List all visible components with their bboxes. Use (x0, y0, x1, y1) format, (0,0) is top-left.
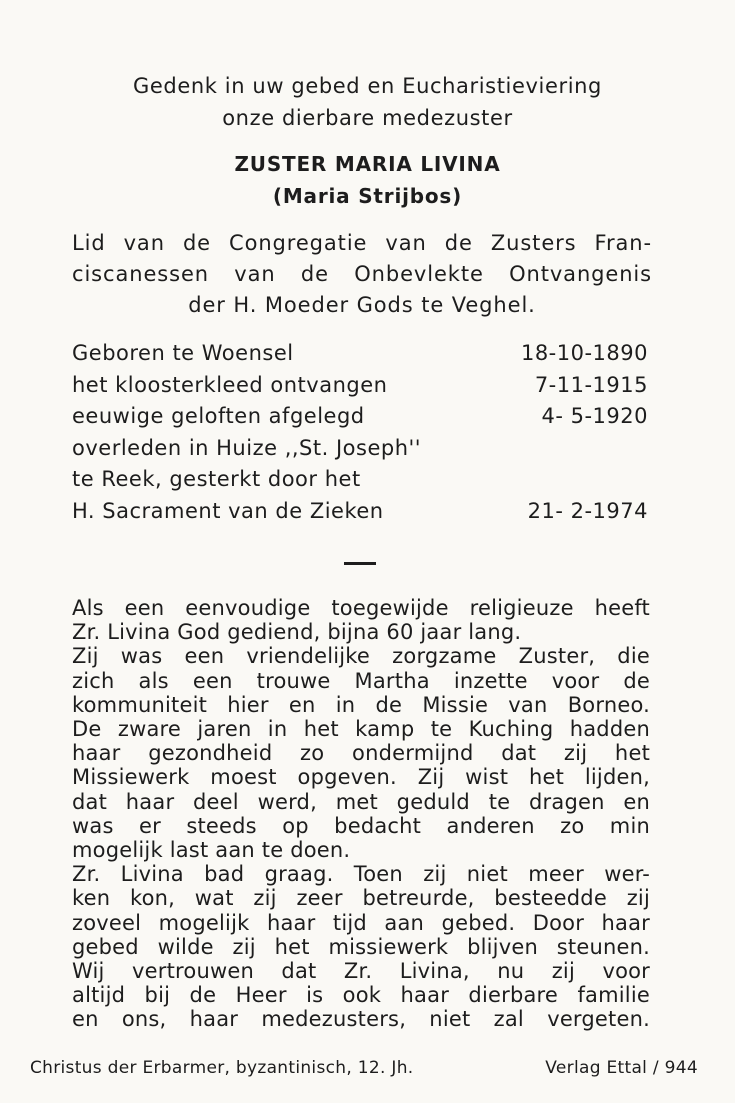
fact-date: 4- 5-1920 (541, 404, 648, 428)
congregation-line-2: ciscanessen van de Onbevlekte Ontvangenis (72, 262, 652, 286)
bio-line: Zr. Livina bad graag. Toen zij niet meer wer- (72, 862, 650, 887)
bio-line: Missiewerk moest opgeven. Zij wist het lijden, (72, 765, 650, 790)
deceased-name (0, 148, 735, 212)
fact-label: H. Sacrament van de Zieken (72, 498, 384, 523)
bio-line: en ons, haar medezusters, niet zal vergeten. (72, 1007, 650, 1032)
bio-line: kommuniteit hier en in de Missie van Borneo. (72, 692, 650, 717)
bio-line: gebed wilde zij het missiewerk blijven steunen. (72, 934, 650, 959)
fact-label: eeuwige geloften afgelegd (72, 404, 365, 428)
fact-row (72, 496, 648, 528)
fact-row (72, 464, 648, 496)
intro-line-1: Gedenk in uw gebed en Eucharistieviering (133, 74, 602, 98)
name-title: ZUSTER MARIA LIVINA (234, 152, 501, 176)
fact-row (72, 338, 648, 370)
congregation-text (72, 228, 652, 321)
congregation-line-1: Lid van de Congregatie van de Zusters Fran- (72, 231, 652, 255)
bio-line: dat haar deel werd, met geduld te dragen en (72, 789, 650, 814)
intro-line-2: onze dierbare medezuster (222, 106, 513, 130)
publisher-credit: Verlag Ettal / 944 (545, 1058, 698, 1078)
bio-line: mogelijk last aan te doen. (72, 838, 351, 863)
fact-date: 7-11-1915 (534, 372, 648, 397)
fact-label: Geboren te Woensel (72, 341, 294, 365)
congregation-line-3: der H. Moeder Gods te Veghel. (188, 293, 536, 317)
bio-line: zoveel mogelijk haar tijd aan gebed. Door haar (72, 910, 650, 935)
fact-row (72, 370, 648, 402)
bio-line: Als een eenvoudige toegewijde religieuze heeft (72, 596, 650, 620)
bio-line: Zij was een vriendelijke zorgzame Zuster, die (72, 644, 650, 669)
bio-line: ken kon, wat zij zeer betreurde, besteedde zij (72, 886, 650, 911)
fact-date: 21- 2-1974 (527, 498, 648, 523)
civil-name: (Maria Strijbos) (272, 184, 463, 208)
bio-line: zich als een trouwe Martha inzette voor de (72, 668, 650, 693)
bio-line: Wij vertrouwen dat Zr. Livina, nu zij voor (72, 959, 650, 984)
fact-row (72, 433, 648, 465)
intro-text (0, 70, 735, 134)
bio-line: Zr. Livina God gediend, bijna 60 jaar lang. (72, 620, 522, 645)
biography-text (72, 596, 650, 1032)
image-credit: Christus der Erbarmer, byzantinisch, 12. Jh. (30, 1058, 414, 1078)
life-facts (72, 338, 648, 527)
fact-label: te Reek, gesterkt door het (72, 467, 361, 491)
bio-line: De zware jaren in het kamp te Kuching hadden (72, 717, 650, 742)
bio-line: altijd bij de Heer is ook haar dierbare familie (72, 983, 650, 1008)
fact-row (72, 401, 648, 433)
fact-label: overleden in Huize ,,St. Joseph'' (72, 435, 422, 460)
bio-line: haar gezondheid zo ondermijnd dat zij het (72, 741, 650, 766)
footer-credits (30, 1056, 698, 1080)
fact-label: het kloosterkleed ontvangen (72, 372, 388, 397)
fact-date: 18-10-1890 (520, 341, 648, 365)
divider-dash (344, 562, 376, 565)
bio-line: was er steeds op bedacht anderen zo min (72, 813, 650, 838)
